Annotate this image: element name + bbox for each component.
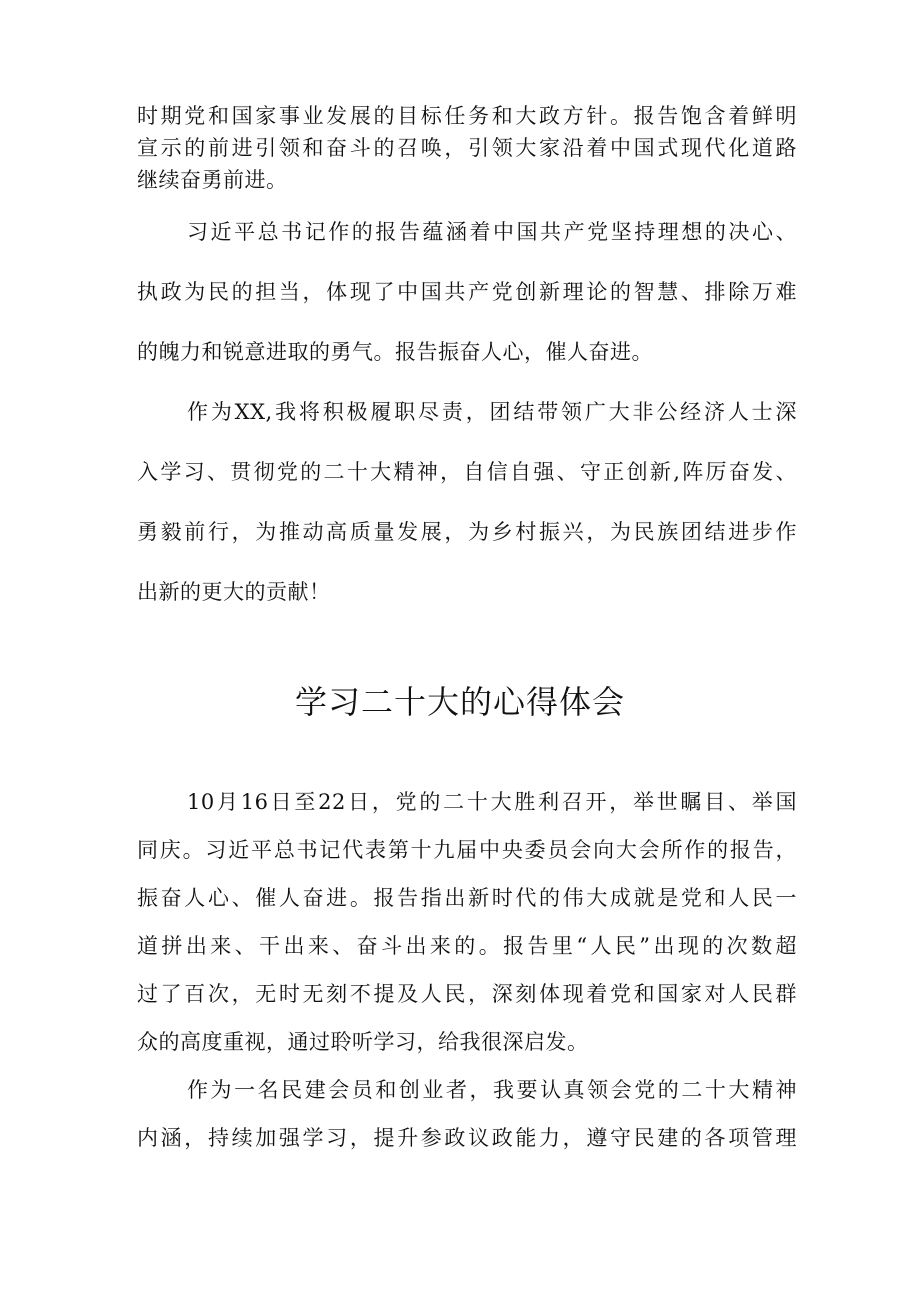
paragraph-line: 同庆。习近平总书记代表第十九届中央委员会向大会所作的报告， — [137, 838, 797, 862]
paragraph-line: 入学习、贯彻党的二十大精神，自信自强、守正创新,阵厉奋发、 — [137, 460, 797, 484]
paragraph-line: 道拼出来、干出来、奋斗出来的。报告里“人民”出现的次数超 — [137, 934, 797, 958]
paragraph-line: 过了百次，无时无刻不提及人民，深刻体现着党和国家对人民群 — [137, 982, 797, 1006]
paragraph-line: 勇毅前行，为推动高质量发展，为乡村振兴，为民族团结进步作 — [137, 520, 797, 544]
paragraph-line: 出新的更大的贡献！ — [137, 580, 331, 604]
paragraph-line: 的魄力和锐意进取的勇气。报告振奋人心，催人奋进。 — [137, 340, 653, 364]
paragraph-line: 执政为民的担当，体现了中国共产党创新理论的智慧、排除万难 — [137, 280, 797, 304]
paragraph-line: 习近平总书记作的报告蕴涵着中国共产党坚持理想的决心、 — [187, 220, 797, 244]
paragraph-line: 时期党和国家事业发展的目标任务和大政方针。报告饱含着鲜明 — [137, 104, 797, 128]
paragraph-line: 10月16日至22日，党的二十大胜利召开，举世瞩目、举国 — [187, 790, 797, 814]
paragraph-line: 继续奋勇前进。 — [137, 168, 288, 192]
paragraph-line: 振奋人心、催人奋进。报告指出新时代的伟大成就是党和人民一 — [137, 886, 797, 910]
paragraph-line: 作为XX,我将积极履职尽责，团结带领广大非公经济人士深 — [187, 400, 797, 424]
paragraph-line: 宣示的前进引领和奋斗的召唤，引领大家沿着中国式现代化道路 — [137, 136, 797, 160]
paragraph-line: 内涵，持续加强学习，提升参政议政能力，遵守民建的各项管理 — [137, 1126, 797, 1150]
section-title: 学习二十大的心得体会 — [294, 683, 625, 721]
paragraph-line: 作为一名民建会员和创业者，我要认真领会党的二十大精神 — [187, 1078, 797, 1102]
paragraph-line: 众的高度重视，通过聆听学习，给我很深启发。 — [137, 1030, 589, 1054]
